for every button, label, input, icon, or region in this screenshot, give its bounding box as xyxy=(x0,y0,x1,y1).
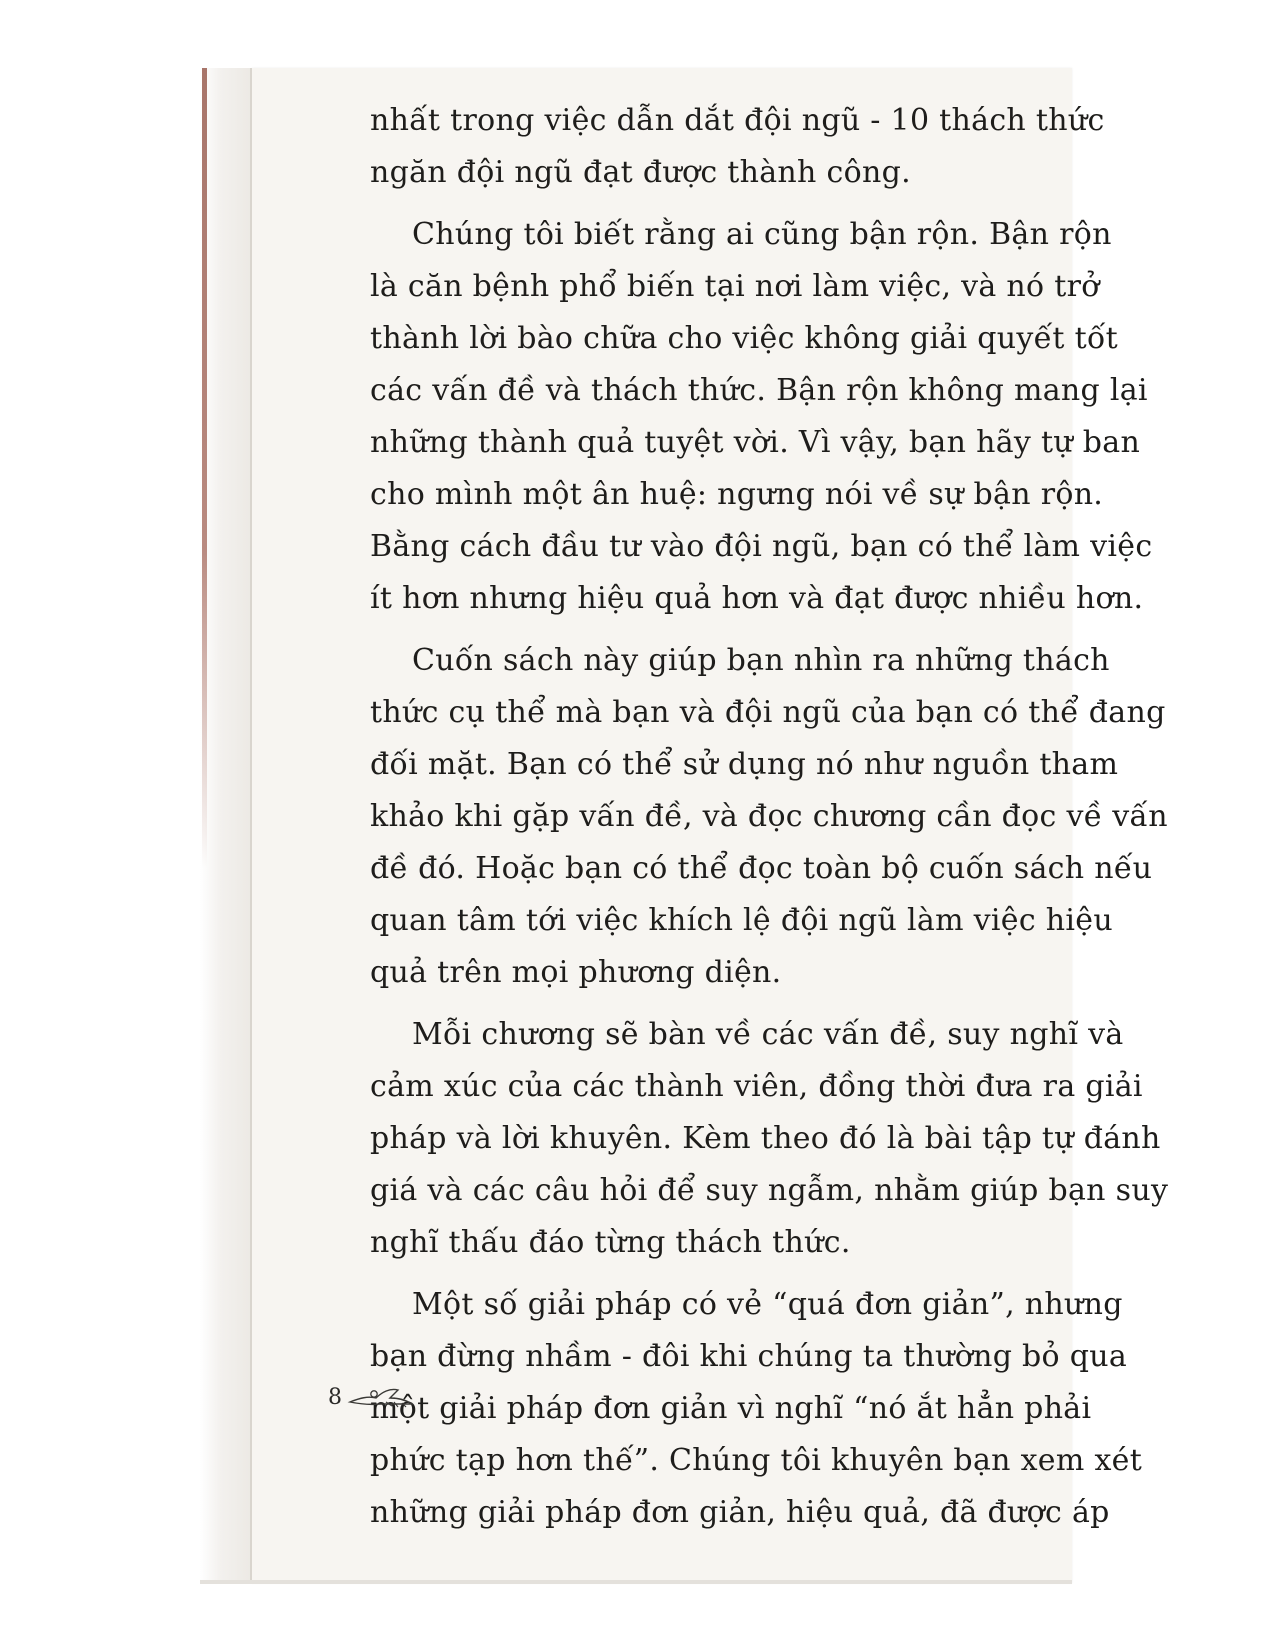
text-line: cảm xúc của các thành viên, đồng thời đưa ra giải xyxy=(370,1069,1143,1104)
text-line: giá và các câu hỏi để suy ngẫm, nhằm giúp bạn suy xyxy=(370,1173,1169,1208)
text-line: các vấn đề và thách thức. Bận rộn không mang lại xyxy=(370,373,1148,408)
text-line: phức tạp hơn thế”. Chúng tôi khuyên bạn xem xét xyxy=(370,1443,1143,1478)
text-line: nhất trong việc dẫn dắt đội ngũ - 10 thách thức xyxy=(370,103,1105,138)
page-footer xyxy=(328,1380,416,1415)
text-line: ít hơn nhưng hiệu quả hơn và đạt được nhiều hơn. xyxy=(370,581,1144,616)
text-line: là căn bệnh phổ biến tại nơi làm việc, và nó trở xyxy=(370,269,1100,304)
page-gutter-line xyxy=(250,68,252,1583)
text-line: pháp và lời khuyên. Kèm theo đó là bài tập tự đánh xyxy=(370,1121,1161,1156)
text-line: Mỗi chương sẽ bàn về các vấn đề, suy nghĩ và xyxy=(412,1017,1124,1052)
text-line: Chúng tôi biết rằng ai cũng bận rộn. Bận rộn xyxy=(412,217,1112,252)
text-line: quả trên mọi phương diện. xyxy=(370,955,782,990)
text-line: khảo khi gặp vấn đề, và đọc chương cần đọc về vấn xyxy=(370,799,1168,834)
text-line: nghĩ thấu đáo từng thách thức. xyxy=(370,1225,851,1260)
text-line: ngăn đội ngũ đạt được thành công. xyxy=(370,155,911,190)
text-line: bạn đừng nhầm - đôi khi chúng ta thường bỏ qua xyxy=(370,1339,1128,1374)
text-line: một giải pháp đơn giản vì nghĩ “nó ắt hẳn phải xyxy=(370,1391,1092,1426)
text-line: quan tâm tới việc khích lệ đội ngũ làm việc hiệu xyxy=(370,903,1113,938)
page-bottom-edge xyxy=(200,1580,1072,1584)
text-line: thức cụ thể mà bạn và đội ngũ của bạn có thể đang xyxy=(370,695,1166,730)
text-line: đối mặt. Bạn có thể sử dụng nó như nguồn tham xyxy=(370,747,1119,782)
text-line: thành lời bào chữa cho việc không giải quyết tốt xyxy=(370,321,1118,356)
body-text xyxy=(370,95,1169,1539)
book-spine-edge xyxy=(200,68,252,1583)
cover-edge-stripe xyxy=(202,68,207,868)
page-number: 8 xyxy=(328,1385,342,1410)
text-line: Một số giải pháp có vẻ “quá đơn giản”, nhưng xyxy=(412,1287,1123,1322)
text-line: Cuốn sách này giúp bạn nhìn ra những thách xyxy=(412,643,1110,678)
text-line: những thành quả tuyệt vời. Vì vậy, bạn hãy tự ban xyxy=(370,425,1141,460)
text-line: Bằng cách đầu tư vào đội ngũ, bạn có thể làm việc xyxy=(370,529,1153,564)
text-line: những giải pháp đơn giản, hiệu quả, đã được áp xyxy=(370,1495,1110,1530)
text-line: cho mình một ân huệ: ngưng nói về sự bận rộn. xyxy=(370,477,1104,512)
text-line: đề đó. Hoặc bạn có thể đọc toàn bộ cuốn sách nếu xyxy=(370,851,1153,886)
bird-ornament-icon xyxy=(346,1380,416,1415)
